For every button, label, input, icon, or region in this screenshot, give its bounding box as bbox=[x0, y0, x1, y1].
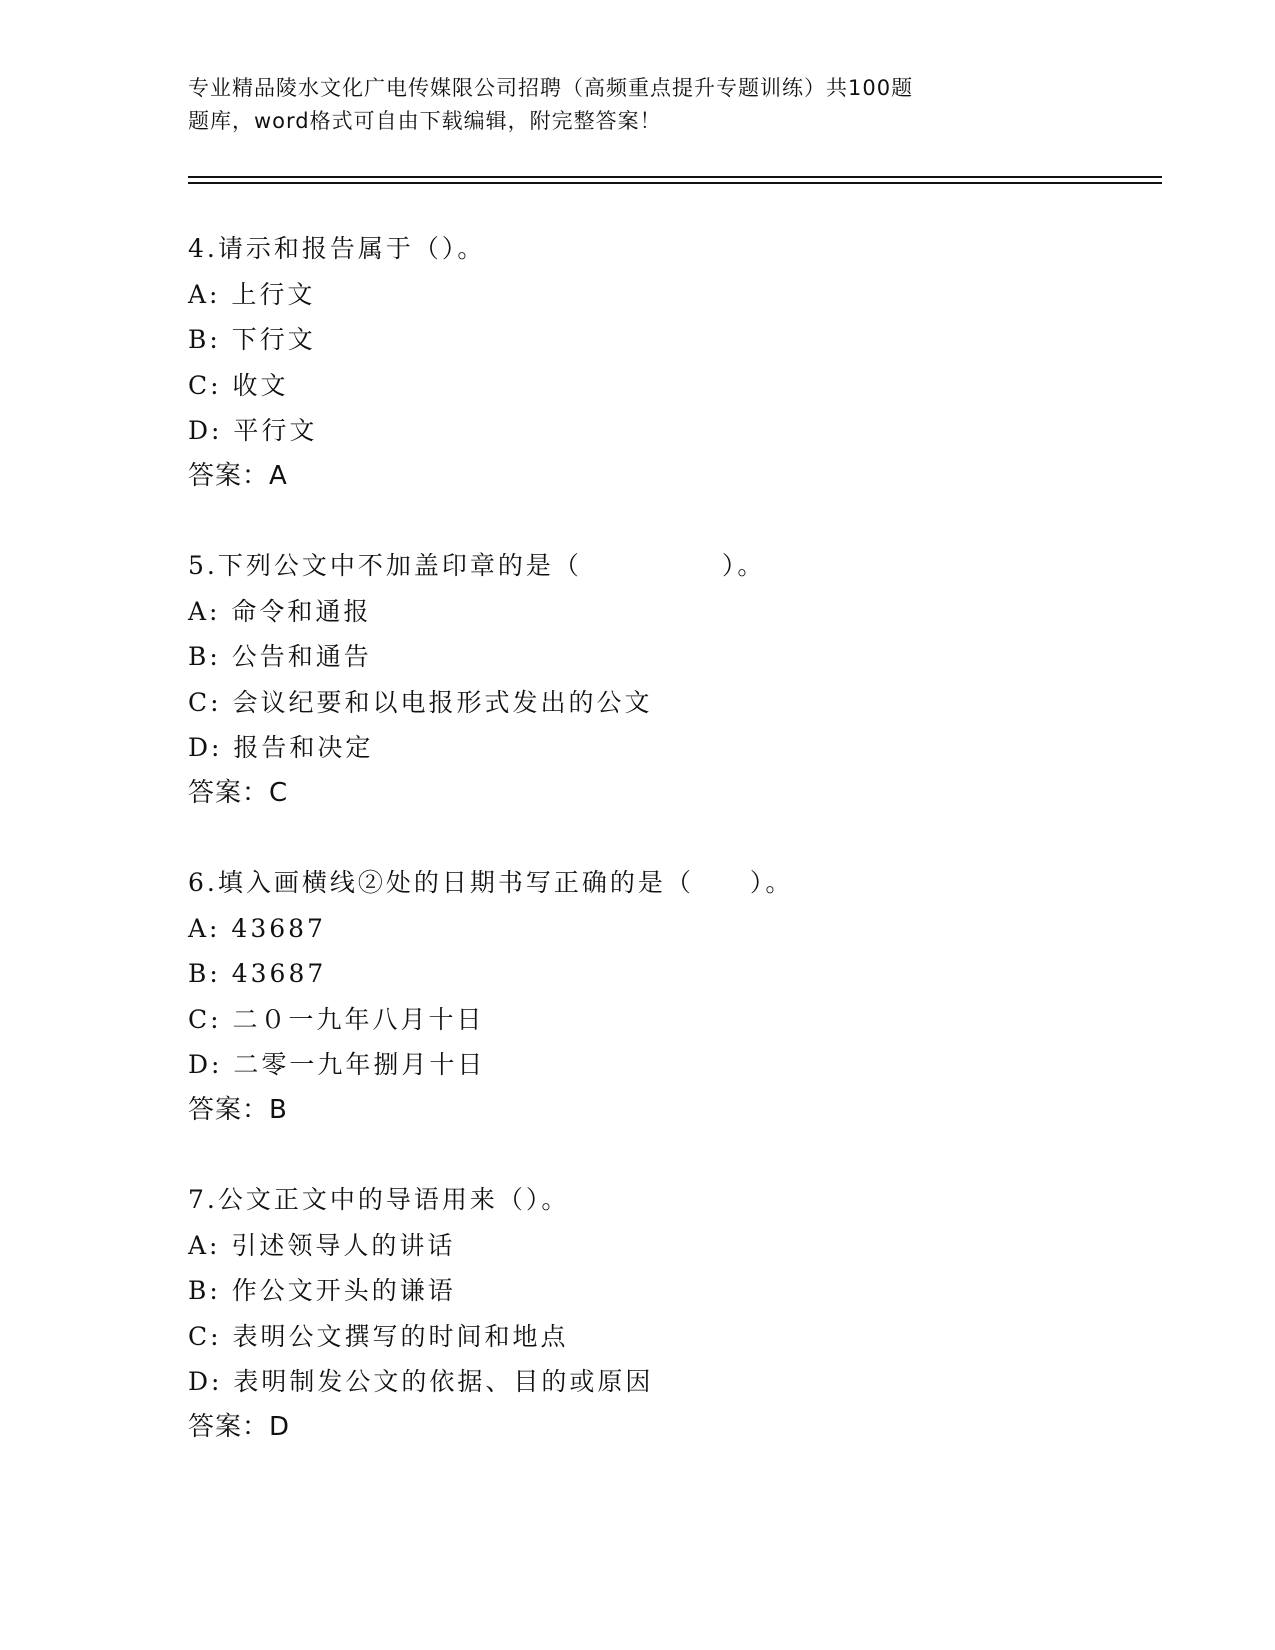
question-block-4 bbox=[188, 226, 1148, 499]
document-header bbox=[188, 72, 1018, 138]
header-title-line-2: 题库，word格式可自由下载编辑，附完整答案！ bbox=[188, 109, 662, 133]
option-a: A: 43687 bbox=[188, 913, 326, 943]
option-b: B: 公告和通告 bbox=[188, 642, 372, 671]
option-b: B: 作公文开头的谦语 bbox=[188, 1276, 456, 1305]
option-a: A: 上行文 bbox=[188, 279, 316, 309]
question-block-6 bbox=[188, 860, 1148, 1133]
answer-line: 答案：B bbox=[188, 1094, 288, 1125]
header-divider-top bbox=[188, 176, 1162, 178]
option-a: A: 引述领导人的讲话 bbox=[188, 1230, 456, 1260]
answer-line: 答案：D bbox=[188, 1411, 291, 1442]
option-b: B: 43687 bbox=[188, 959, 327, 988]
option-b: B: 下行文 bbox=[188, 325, 316, 354]
question-stem: 7.公文正文中的导语用来（）。 bbox=[188, 1185, 570, 1214]
option-d: D: 报告和决定 bbox=[188, 733, 374, 762]
option-c: C: 表明公文撰写的时间和地点 bbox=[188, 1321, 569, 1351]
question-block-5 bbox=[188, 543, 1148, 816]
option-c: C: 收文 bbox=[188, 370, 289, 400]
option-d: D: 表明制发公文的依据、目的或原因 bbox=[188, 1367, 654, 1396]
question-block-7 bbox=[188, 1177, 1148, 1450]
option-a: A: 命令和通报 bbox=[188, 596, 372, 626]
option-d: D: 二零一九年捌月十日 bbox=[188, 1050, 486, 1079]
question-stem: 5.下列公文中不加盖印章的是（ ）。 bbox=[188, 551, 766, 580]
question-stem: 4.请示和报告属于（）。 bbox=[188, 234, 486, 263]
option-c: C: 二０一九年八月十日 bbox=[188, 1004, 485, 1034]
header-divider-bottom bbox=[188, 182, 1162, 184]
answer-line: 答案：A bbox=[188, 460, 288, 491]
option-c: C: 会议纪要和以电报形式发出的公文 bbox=[188, 687, 653, 717]
option-d: D: 平行文 bbox=[188, 416, 318, 445]
answer-line: 答案：C bbox=[188, 777, 289, 808]
question-stem: 6.填入画横线②处的日期书写正确的是（ ）。 bbox=[188, 868, 794, 897]
header-title-line-1: 专业精品陵水文化广电传媒限公司招聘（高频重点提升专题训练）共100题 bbox=[188, 76, 914, 100]
